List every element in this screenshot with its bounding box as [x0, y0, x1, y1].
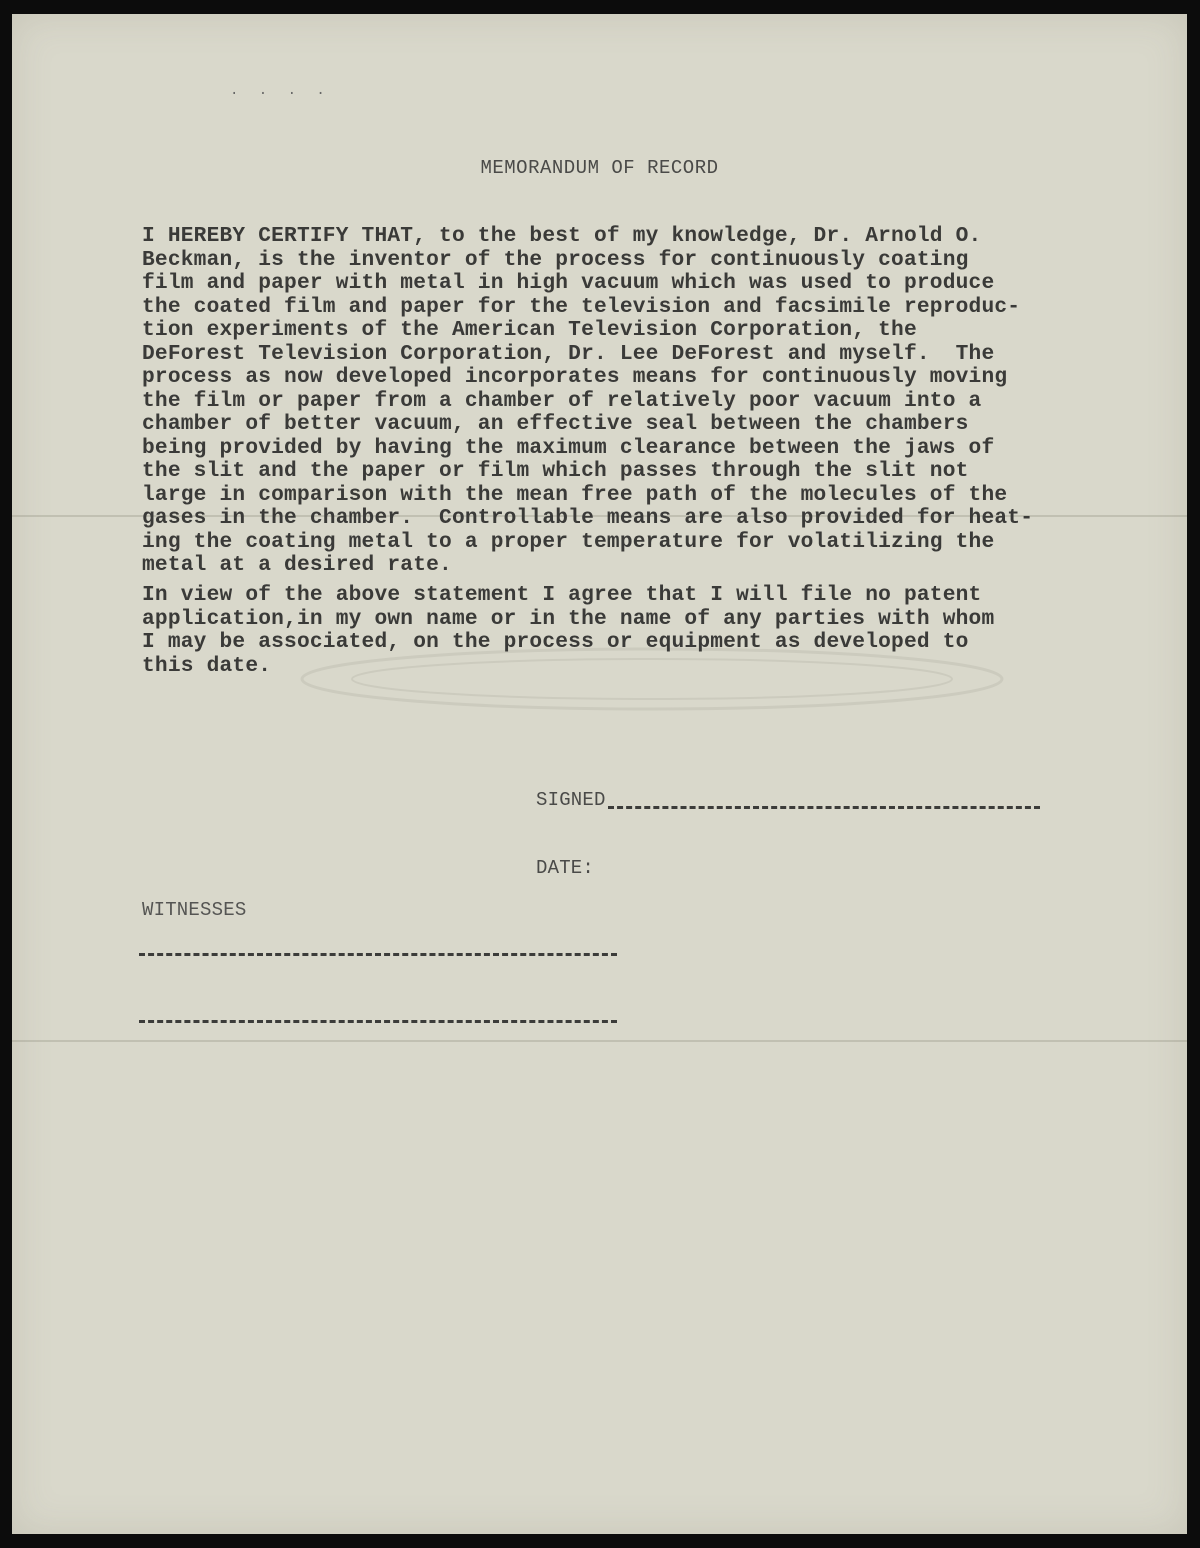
paragraph-line: being provided by having the maximum clearance between the jaws of: [142, 435, 995, 460]
agreement-paragraph: [142, 584, 1102, 678]
signed-label: SIGNED: [536, 789, 606, 811]
paragraph-line: ing the coating metal to a proper temperature for volatilizing the: [142, 529, 995, 554]
paragraph-line: application,in my own name or in the name of any parties with whom: [142, 606, 995, 631]
paper-sheet: [12, 14, 1187, 1534]
paragraph-line: metal at a desired rate.: [142, 553, 452, 577]
paragraph-line: process as now developed incorporates means for continuously moving: [142, 365, 1008, 389]
signature-block: [536, 789, 1040, 811]
fold-crease-bottom: [12, 1040, 1187, 1042]
paragraph-line: this date.: [142, 653, 272, 678]
paragraph-line: I may be associated, on the process or equipment as developed to: [142, 630, 969, 654]
paragraph-line: gases in the chamber. Controllable means are also provided for heat-: [142, 506, 1034, 530]
paragraph-line: the coated film and paper for the television and facsimile reproduc-: [142, 294, 1021, 319]
paragraph-line: film and paper with metal in high vacuum which was used to produce: [142, 271, 995, 295]
date-label: DATE:: [536, 857, 595, 879]
certification-paragraph: [142, 225, 1102, 578]
memo-title: MEMORANDUM OF RECORD: [480, 157, 719, 179]
witness-signature-line: [139, 1020, 617, 1023]
paragraph-line: DeForest Television Corporation, Dr. Lee DeForest and myself. The: [142, 341, 995, 366]
paragraph-line: tion experiments of the American Television Corporation, the: [142, 318, 917, 342]
paragraph-line: I HEREBY CERTIFY THAT, to the best of my knowledge, Dr. Arnold O.: [142, 224, 982, 248]
paragraph-line: the slit and the paper or film which passes through the slit not: [142, 459, 969, 483]
paragraph-line: large in comparison with the mean free path of the molecules of the: [142, 482, 1008, 507]
witnesses-label: WITNESSES: [142, 899, 247, 921]
witness-signature-line: [139, 953, 617, 956]
paragraph-line: chamber of better vacuum, an effective seal between the chambers: [142, 412, 969, 436]
ink-specks: · · · ·: [230, 86, 331, 102]
paragraph-line: Beckman, is the inventor of the process for continuously coating: [142, 247, 969, 272]
signature-line: [608, 806, 1040, 809]
paragraph-line: the film or paper from a chamber of relatively poor vacuum into a: [142, 388, 982, 413]
paragraph-line: In view of the above statement I agree that I will file no patent: [142, 583, 982, 607]
